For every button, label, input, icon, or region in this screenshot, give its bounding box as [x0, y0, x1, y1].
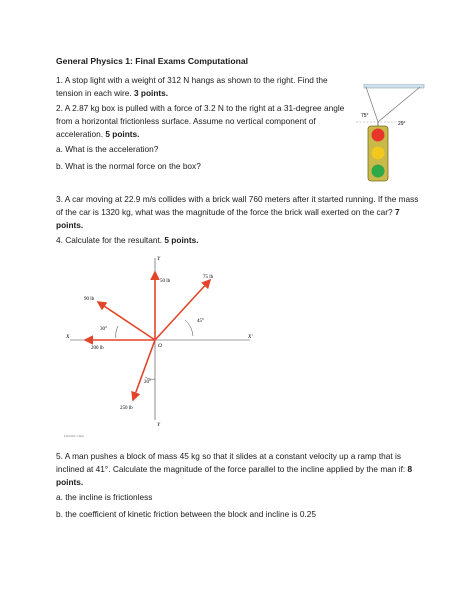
angle-right-label: 29°	[398, 121, 406, 127]
figure-footnote: FIGURE 1-8(a)	[64, 434, 85, 438]
question-3-points: 7 points.	[56, 207, 400, 231]
question-3-text: 3. A car moving at 22.9 m/s collides with a brick wall 760 meters after it started running. If the mass of the car is 1320 kg, what was the magnitude of the force the brick wall exerted on the car?	[56, 194, 419, 218]
origin-label: O	[158, 343, 162, 349]
angle-left-label: 75°	[361, 113, 369, 119]
question-3	[56, 193, 421, 233]
y-axis-top-label: Y	[157, 256, 161, 262]
question-5b: b. the coefficient of kinetic friction between the block and incline is 0.25	[56, 509, 316, 519]
traffic-light-figure	[356, 84, 446, 204]
question-4	[56, 234, 199, 247]
question-5-text: 5. A man pushes a block of mass 45 kg so that it slides at a constant velocity up a ramp that is inclined at 41°. Calculate the magnitude of the force parallel to the incline applied by the man if:	[56, 451, 408, 475]
vector-diagram	[60, 250, 270, 435]
question-1-text: 1. A stop light with a weight of 312 N hangs as shown to the right. Find the tension in each wire.	[56, 75, 328, 99]
vector-250lb	[133, 340, 155, 400]
ceiling-beam	[364, 84, 424, 88]
page-title: General Physics 1: Final Exams Computational	[56, 56, 248, 66]
question-4-text: 4. Calculate for the resultant.	[56, 235, 165, 245]
label-250lb: 250 lb	[120, 406, 133, 411]
label-50lb: 50 lb	[160, 279, 171, 284]
x-axis-left-label: X	[66, 334, 70, 340]
question-1	[56, 74, 356, 100]
arc-30deg	[116, 326, 118, 338]
label-20deg: 20°	[144, 380, 151, 385]
arc-45deg	[185, 320, 193, 336]
question-2-text: 2. A 2.87 kg box is pulled with a force of 3.2 N to the right at a 31-degree angle from a horizontal frictionless surface. Assume no vertical component of acceleration.	[56, 103, 345, 140]
label-90lb: 90 lb	[84, 297, 95, 302]
question-2	[56, 102, 356, 142]
y-axis-bottom-label: Y	[157, 422, 161, 428]
vector-90lb	[98, 302, 155, 340]
question-2a: a. What is the acceleration?	[56, 144, 159, 154]
question-2-points: 5 points.	[105, 129, 140, 140]
arc-20deg	[145, 377, 155, 379]
label-45deg: 45°	[197, 319, 204, 324]
label-75lb: 75 lb	[203, 275, 214, 280]
yellow-light	[372, 147, 385, 160]
question-5a: a. the incline is frictionless	[56, 492, 153, 502]
label-30deg: 30°	[100, 327, 107, 332]
label-200lb: 200 lb	[91, 346, 104, 351]
question-4-points: 5 points.	[164, 235, 199, 245]
green-light	[372, 165, 385, 178]
question-5	[56, 450, 421, 490]
right-wire	[378, 87, 420, 122]
x-axis-right-label: X'	[248, 334, 253, 340]
red-light	[372, 129, 385, 142]
question-2b: b. What is the normal force on the box?	[56, 161, 201, 171]
question-5-points: 8 points.	[56, 464, 413, 488]
vector-75lb	[155, 280, 210, 340]
question-1-points: 3 points.	[133, 88, 169, 99]
